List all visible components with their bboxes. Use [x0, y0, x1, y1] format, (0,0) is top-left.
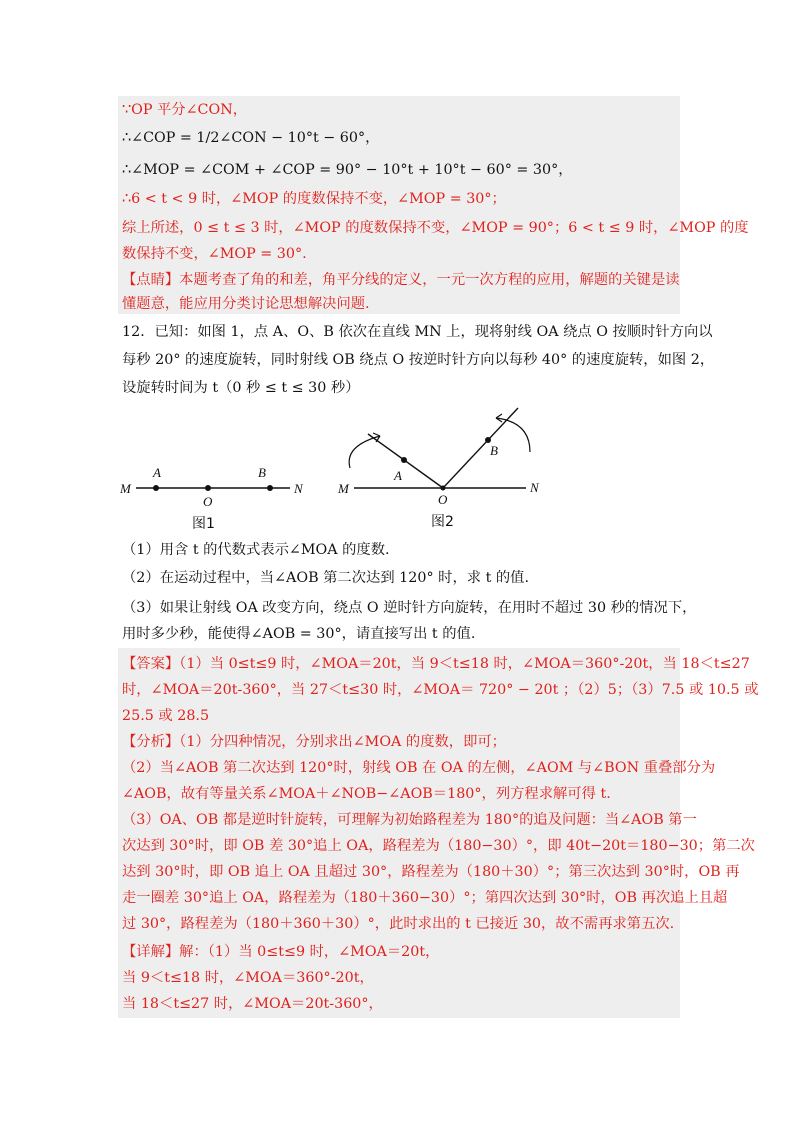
label-m-fig2: M — [338, 481, 349, 496]
problem-line: 每秒 20° 的速度旋转，同时射线 OB 绕点 O 按逆时针方向以每秒 40° 的速度旋转，如图 2， — [122, 352, 715, 368]
caption-fig2: 图2 — [431, 514, 454, 530]
solution-line: 数保持不变，∠MOP = 30°. — [122, 246, 307, 262]
analysis-line: （3）OA、OB 都是逆时针旋转，可理解为初始路程差为 180°的追及问题：当∠AOB 第一 — [122, 812, 697, 828]
detail-line: 当 18＜t≤27 时，∠MOA＝20t-360°， — [122, 996, 383, 1012]
answer-line: 【答案】（1）当 0≤t≤9 时，∠MOA＝20t，当 9＜t≤18 时，∠MOA＝360°-20t，当 18＜t≤27 — [122, 656, 750, 672]
solution-line: ∴∠MOP = ∠COM + ∠COP = 90° − 10°t + 10°t − 60° = 30°， — [122, 162, 573, 178]
point-a-fig1 — [153, 485, 159, 491]
answer-line: 25.5 或 28.5 — [122, 708, 210, 724]
label-o-fig1: O — [203, 494, 213, 509]
analysis-line: 次达到 30°时，即 OB 差 30°追上 OA，路程差为（180−30）°，即 40t−20t＝180−30；第二次 — [122, 838, 755, 854]
solution-line: ∴∠COP = 1/2∠CON − 10°t − 60°， — [122, 130, 380, 146]
solution-line: ∵OP 平分∠CON， — [122, 102, 248, 118]
question-line: 用时多少秒，能使得∠AOB = 30°，请直接写出 t 的值. — [122, 626, 476, 642]
analysis-line: ∠AOB，故有等量关系∠MOA＋∠NOB−∠AOB＝180°，列方程求解可得 t. — [122, 786, 611, 802]
solution-line: ∴6 < t < 9 时，∠MOP 的度数保持不变，∠MOP = 30°； — [122, 191, 506, 207]
question-line: （1）用含 t 的代数式表示∠MOA 的度数. — [122, 542, 390, 558]
point-b-fig1 — [267, 485, 273, 491]
label-o-fig2: O — [438, 492, 448, 507]
problem-line: 12．已知：如图 1，点 A、O、B 依次在直线 MN 上，现将射线 OA 绕点 O 按顺时针方向以 — [122, 324, 713, 340]
analysis-line: 【分析】（1）分四种情况，分别求出∠MOA 的度数，即可； — [122, 734, 506, 750]
analysis-line: （2）当∠AOB 第二次达到 120°时，射线 OB 在 OA 的左侧，∠AOM 与∠BON 重叠部分为 — [122, 760, 716, 776]
solution-line: 综上所述，0 ≤ t ≤ 3 时，∠MOP 的度数保持不变，∠MOP = 90°；6 < t ≤ 9 时，∠MOP 的度 — [122, 220, 749, 236]
detail-line: 当 9＜t≤18 时，∠MOA＝360°-20t， — [122, 970, 374, 986]
answer-line: 时，∠MOA＝20t-360°，当 27＜t≤30 时，∠MOA＝ 720° − 20t ；（2）5；（3）7.5 或 10.5 或 — [122, 682, 759, 698]
question-line: （2）在运动过程中，当∠AOB 第二次达到 120° 时，求 t 的值. — [122, 570, 530, 586]
label-a-fig1: A — [153, 465, 161, 480]
point-o-fig1 — [205, 485, 211, 491]
key-point-line: 懂题意，能应用分类讨论思想解决问题. — [122, 296, 370, 312]
point-a-fig2 — [401, 457, 407, 463]
solution-shade-bottom — [118, 648, 680, 1018]
analysis-line: 达到 30°时，即 OB 追上 OA 且超过 30°，路程差为（180＋30）°；第三次达到 30°时，OB 再 — [122, 864, 740, 880]
label-a-fig2: A — [394, 468, 402, 483]
problem-line: 设旋转时间为 t（0 秒 ≤ t ≤ 30 秒） — [122, 380, 360, 396]
analysis-line: 过 30°，路程差为（180＋360＋30）°，此时求出的 t 已接近 30，故不需再求第五次. — [122, 916, 675, 932]
key-point-line: 【点睛】本题考查了角的和差，角平分线的定义，一元一次方程的应用，解题的关键是读 — [122, 272, 680, 288]
geometry-figure — [118, 400, 548, 535]
label-m-fig1: M — [120, 481, 131, 496]
label-n-fig2: N — [530, 480, 539, 495]
label-b-fig1: B — [258, 465, 266, 480]
question-line: （3）如果让射线 OA 改变方向，绕点 O 逆时针方向旋转，在用时不超过 30 秒的情况下， — [122, 600, 697, 616]
caption-fig1: 图1 — [192, 516, 215, 532]
label-n-fig1: N — [294, 481, 303, 496]
label-b-fig2: B — [490, 443, 498, 458]
analysis-line: 走一圈差 30°追上 OA，路程差为（180＋360−30）°；第四次达到 30°时，OB 再次追上且超 — [122, 890, 728, 906]
detail-line: 【详解】解：（1）当 0≤t≤9 时，∠MOA＝20t， — [122, 944, 440, 960]
point-o-fig2 — [441, 486, 446, 491]
